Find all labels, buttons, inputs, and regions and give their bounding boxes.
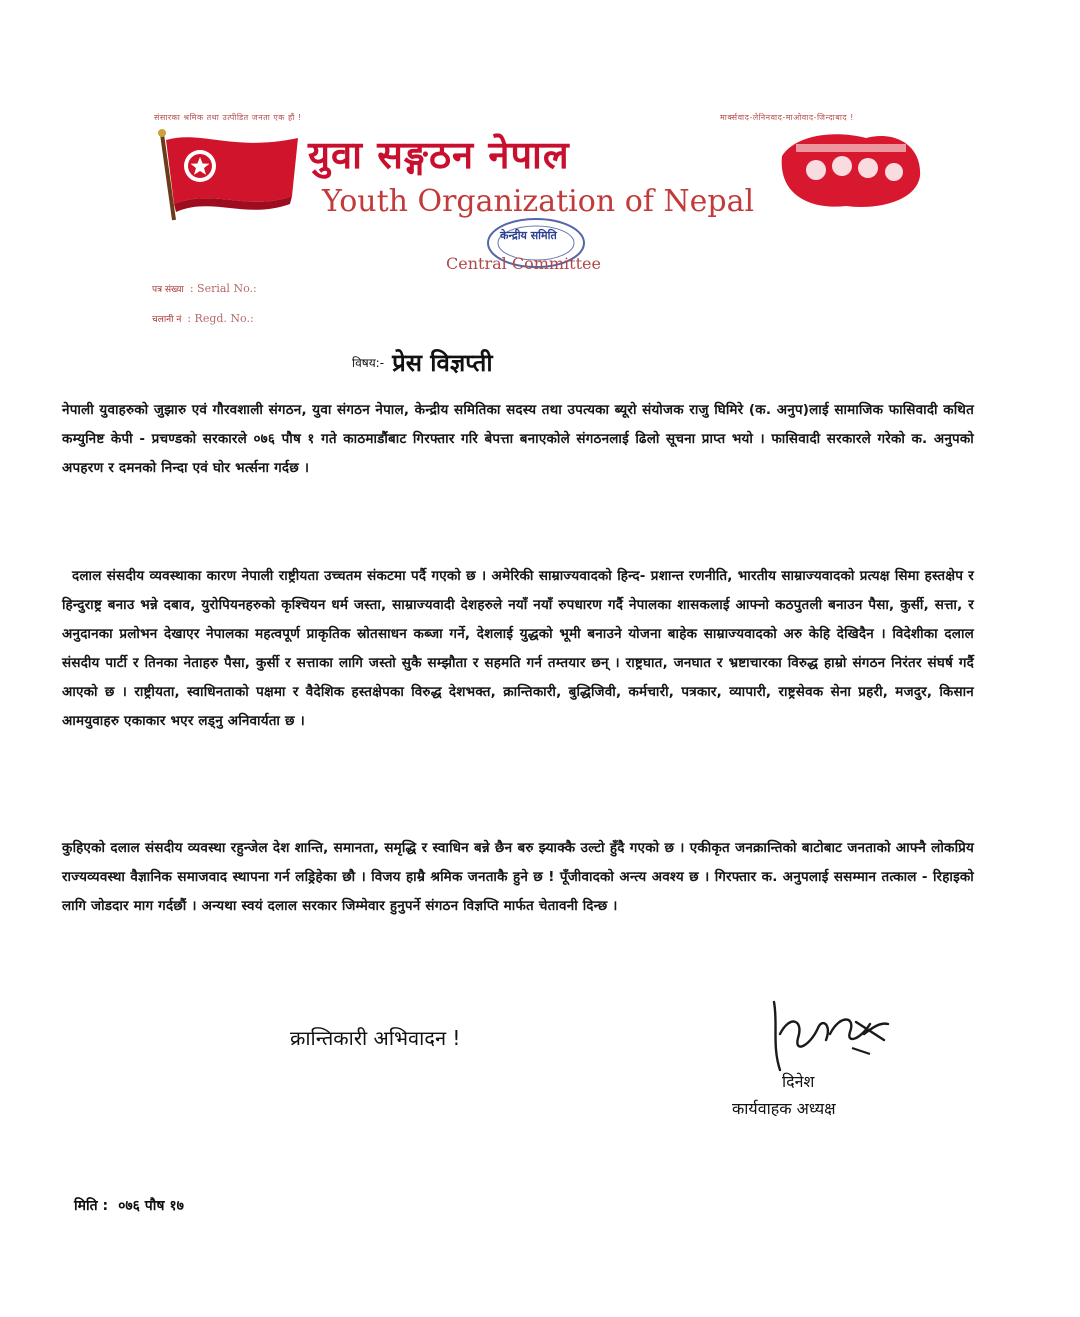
slogan-right: मार्क्सवाद-लेनिनवाद-माओवाद-जिन्दाबाद !: [720, 113, 854, 122]
regd-label-np: चलानी नं: [152, 315, 182, 325]
body-paragraph-1: नेपाली युवाहरुको जुझारु एवं गौरवशाली संगठन, युवा संगठन नेपाल, केन्द्रीय समितिका सदस्य तथा उपत्यका ब्यूरो संयोजक राजु घिमिरे (क. अनुप)लाई सामाजिक फासिवादी कथित कम्युनिष्ट केपी - प्रचण्डको सरकारले ०७६ पौष १ गते काठमाडौंबाट गिरफ्तार गरि बेपत्ता बनाएकोले संगठनलाई ढिलो सूचना प्राप्त भयो । फासिवादी सरकारले गरेको क. अनुपको अपहरण र दमनको निन्दा एवं घोर भर्त्सना गर्दछ ।: [62, 402, 974, 476]
body-paragraph-2: दलाल संसदीय व्यवस्थाका कारण नेपाली राष्ट्रीयता उच्चतम संकटमा पर्दै गएको छ । अमेरिकी साम्राज्यवादको हिन्द- प्रशान्त रणनीति, भारतीय साम्राज्यवादको प्रत्यक्ष सिमा हस्तक्षेप र हिन्दुराष्ट्र बनाउ भन्ने दबाव, युरोपियनहरुको कृश्चियन धर्म जस्ता, साम्राज्यवादी देशहरुले नयाँ नयाँ रुपधारण गर्दै नेपालका शासकलाई आफ्नो कठपुतली बनाउन पैसा, कुर्सी, सत्ता, र अनुदानका प्रलोभन देखाएर नेपालका महत्वपूर्ण प्राकृतिक स्रोतसाधन कब्जा गर्ने, देशलाई युद्धको भूमी बनाउने योजना बाहेक साम्राज्यवादको अरु केहि देखिदैन । विदेशीका दलाल संसदीय पार्टी र तिनका नेताहरु पैसा, कुर्सी र सत्ताका लागि जस्तो सुकै सम्झौता र सहमति गर्न तम्तयार छन् । राष्ट्रघात, जनघात र भ्रष्टाचारका विरुद्ध हाम्रो संगठन निरंतर संघर्ष गर्दै आएको छ । राष्ट्रीयता, स्वाधिनताको पक्षमा र वैदेशिक हस्तक्षेपका विरुद्ध देशभक्त, क्रान्तिकारी, बुद्धिजिवी, कर्मचारी, पत्रकार, व्यापारी, राष्ट्रसेवक सेना प्रहरी, मजदुर, किसान आमयुवाहरु एकाकार भएर लड्नु अनिवार्यता छ ।: [62, 568, 974, 729]
serial-no: [152, 282, 257, 295]
serial-label-en: : Serial No.:: [189, 282, 257, 295]
serial-label-np: पत्र संख्या: [152, 285, 184, 295]
org-name-nepali: युवा सङ्गठन नेपाल: [308, 133, 570, 177]
issue-date: [74, 1196, 184, 1215]
signatory-name: दिनेश: [782, 1072, 815, 1091]
regd-label-en: : Regd. No.:: [187, 312, 254, 325]
workers-emblem-icon: [776, 126, 926, 216]
body-paragraph-3: कुहिएको दलाल संसदीय व्यवस्था रहुन्जेल देश शान्ति, समानता, समृद्धि र स्वाधिन बन्ने छैन बरु झ्याक्कै उल्टो हुँदै गएको छ । एकीकृत जनक्रान्तिको बाटोबाट जनताको आफ्नै लोकप्रिय राज्यव्यवस्था वैज्ञानिक समाजवाद स्थापना गर्न लड्रिहेका छौ । विजय हाम्रै श्रमिक जनताकै हुने छ ! पूँजीवादको अन्त्य अवश्य छ । गिरफ्तार क. अनुपलाई ससम्मान तत्काल - रिहाइको लागि जोडदार माग गर्दछौं । अन्यथा स्वयं दलाल सरकार जिम्मेवार हुनुपर्ने संगठन विज्ञप्ति मार्फत चेतावनी दिन्छ ।: [62, 840, 974, 914]
signatory-title: कार्यवाहक अध्यक्ष: [732, 1099, 836, 1118]
date-value: ०७६ पौष १७: [118, 1198, 184, 1214]
revolutionary-greeting: क्रान्तिकारी अभिवादन !: [290, 1026, 461, 1050]
central-committee-label: Central Committee: [446, 254, 601, 273]
date-label: मिति :: [74, 1198, 109, 1214]
slogan-left: संसारका श्रमिक तथा उत्पीडित जनता एक हौं !: [154, 113, 302, 122]
regd-no: [152, 312, 254, 325]
party-flag-icon: [152, 126, 302, 230]
handwritten-signature: [760, 994, 900, 1088]
org-name-english: Youth Organization of Nepal: [322, 184, 755, 219]
subject-value: प्रेस विज्ञप्ती: [392, 349, 493, 377]
seal-text: केन्द्रीय समिति: [500, 229, 557, 242]
subject-line: [352, 346, 493, 379]
subject-label: विषय:-: [352, 356, 385, 370]
